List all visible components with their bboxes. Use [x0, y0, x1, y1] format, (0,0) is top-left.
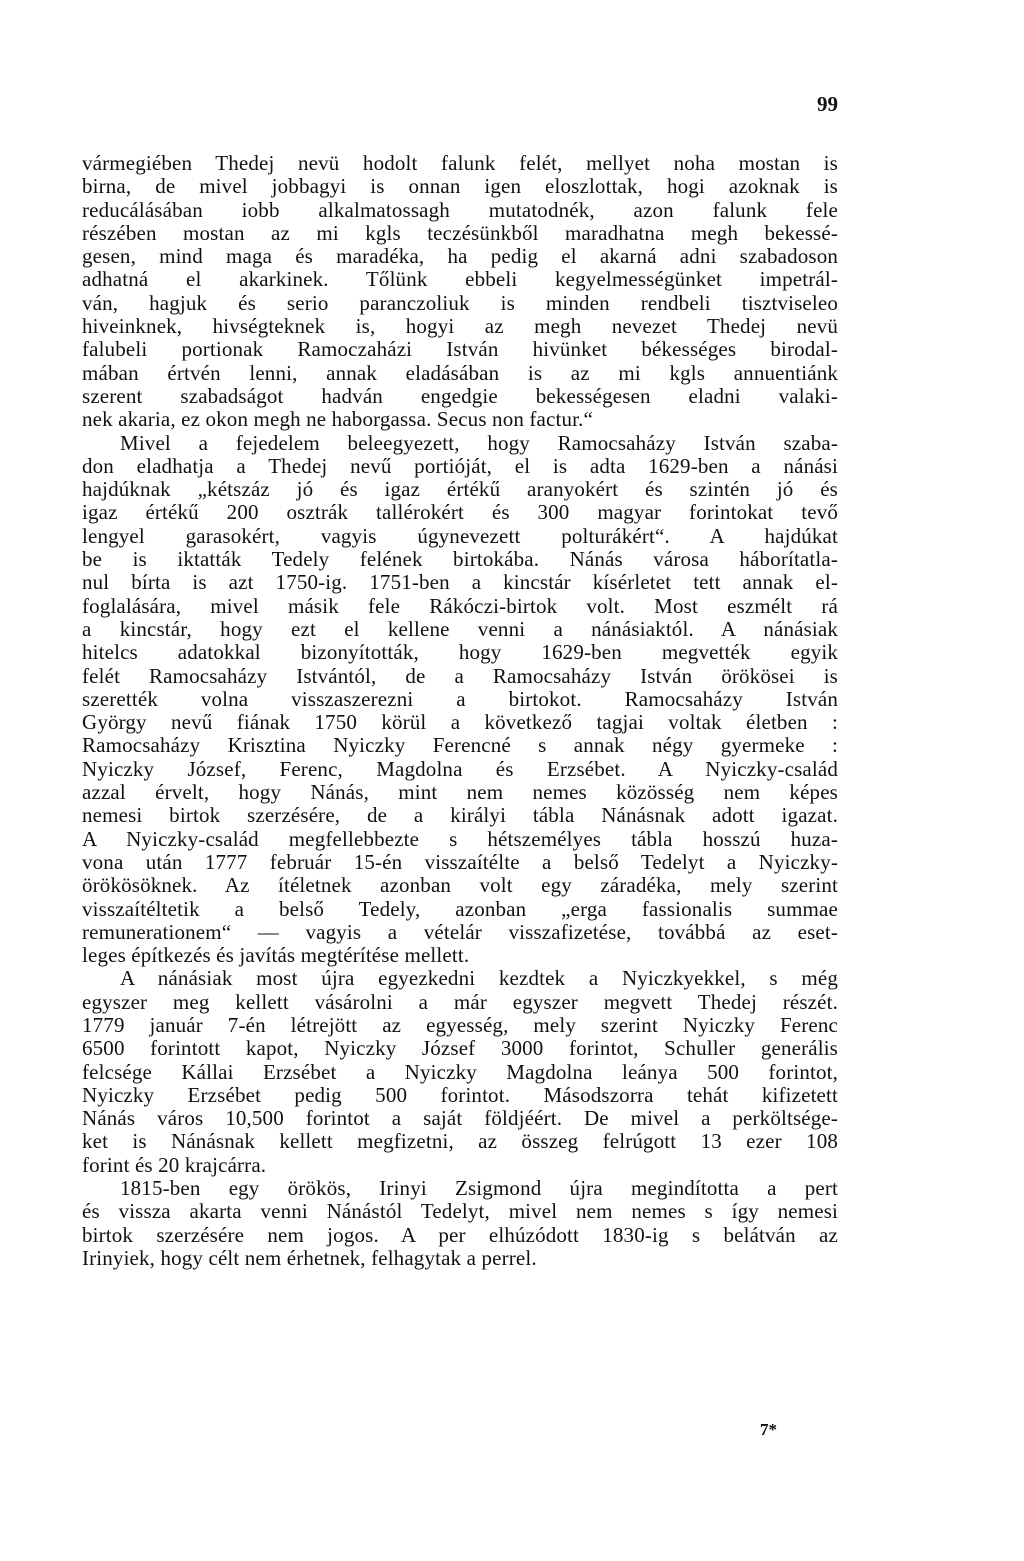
text-line: és vissza akarta venni Nánástól Tedelyt, mivel nem nemes s így nemesi — [82, 1199, 838, 1224]
text-line: visszaítéltetik a belső Tedely, azonban „erga fassionalis summae — [82, 896, 838, 921]
text-line: szerent szabadságot hadván engedgie bekességesen eladni valaki- — [82, 383, 838, 408]
text-line: 1779 január 7-én létrejött az egyesség, mely szerint Nyiczky Ferenc — [82, 1012, 838, 1037]
text-line: nul bírta is azt 1750-ig. 1751-ben a kincstár kísérletet tett annak el- — [82, 570, 838, 595]
text-line: reducálásában iobb alkalmatossagh mutatodnék, azon falunk fele — [82, 197, 838, 222]
body-text — [82, 152, 838, 1270]
text-line: azzal érvelt, hogy Nánás, mint nem nemes közösség nem képes — [82, 780, 838, 805]
text-line: felét Ramocsaházy Istvántól, de a Ramocsaházy István örökösei is — [82, 663, 838, 688]
text-line: örökösöknek. Az ítéletnek azonban volt egy záradéka, mely szerint — [82, 873, 838, 898]
text-line: lengyel garasokért, vagyis úgynevezett polturákért“. A hajdúkat — [82, 523, 838, 548]
text-line: A nánásiak most újra egyezkedni kezdtek a Nyiczkyekkel, s még — [120, 966, 838, 991]
text-line: falubeli portionak Ramoczaházi István hivünket békességes birodal- — [82, 337, 838, 362]
text-line: nemesi birtok szerzésére, de a királyi tábla Nánásnak adott igazat. — [82, 803, 838, 828]
text-line: a kincstár, hogy ezt el kellene venni a nánásiaktól. A nánásiak — [82, 616, 838, 641]
text-line: remunerationem“ — vagyis a vételár visszafizetése, továbbá az eset- — [82, 919, 838, 944]
text-line: Mivel a fejedelem beleegyezett, hogy Ramocsaházy István szaba- — [120, 430, 838, 455]
text-line: be is iktatták Tedely felének birtokába. Nánás városa háborítatla- — [82, 547, 838, 572]
text-line: Ramocsaházy Krisztina Nyiczky Ferencné s annak négy gyermeke : — [82, 733, 838, 758]
text-line: szerették volna visszaszerezni a birtokot. Ramocsaházy István — [82, 686, 838, 711]
text-line: ván, hagjuk és serio paranczoliuk is minden rendbeli tisztviseleo — [82, 290, 838, 315]
text-line: vármegiében Thedej nevü hodolt falunk felét, mellyet noha mostan is — [82, 151, 838, 175]
text-line: 6500 forintott kapot, Nyiczky József 3000 forintot, Schuller generális — [82, 1036, 838, 1061]
text-line: ket is Nánásnak kellett megfizetni, az összeg felrúgott 13 ezer 108 — [82, 1129, 838, 1154]
text-line: forint és 20 krajcárra. — [82, 1152, 267, 1177]
text-line: birtok szerzésére nem jogos. A per elhúzódott 1830-ig s belátván az — [82, 1222, 838, 1247]
text-line: hajdúknak „kétszáz jó és igaz értékű aranyokért és szintén jó és — [82, 477, 838, 502]
text-line: Nánás város 10,500 forintot a saját földjéért. De mivel a perköltsége- — [82, 1106, 838, 1131]
text-line: birna, de mivel jobbagyi is onnan igen eloszlottak, hogi azoknak is — [82, 174, 838, 199]
text-line: nek akaria, ez okon megh ne haborgassa. Secus non factur.“ — [82, 407, 593, 432]
text-line: leges építkezés és javítás megtérítése mellett. — [82, 943, 470, 968]
text-line: felcsége Kállai Erzsébet a Nyiczky Magdolna leánya 500 forintot, — [82, 1059, 838, 1084]
text-line: hitelcs adatokkal bizonyították, hogy 1629-ben megvették egyik — [82, 640, 838, 665]
text-line: mában értvén lenni, annak eladásában is az mi kgls annuentiánk — [82, 360, 838, 385]
page-number: 99 — [817, 92, 838, 116]
text-line: gesen, mind maga és maradéka, ha pedig el akarná adni szabadoson — [82, 244, 838, 269]
text-line: igaz értékű 200 osztrák tallérokért és 300 magyar forintokat tevő — [82, 500, 838, 525]
text-line: részében mostan az mi kgls teczésünkből maradhatna megh bekessé- — [82, 220, 838, 245]
signature-mark: 7* — [760, 1420, 777, 1439]
text-line: vona után 1777 február 15-én visszaítélte a belső Tedelyt a Nyiczky- — [82, 849, 838, 874]
text-line: foglalására, mivel másik fele Rákóczi-birtok volt. Most eszmélt rá — [82, 593, 838, 618]
text-line: A Nyiczky-család megfellebbezte s hétszemélyes tábla hosszú huza- — [82, 826, 838, 851]
text-line: hiveinknek, hivségteknek is, hogyi az megh nevezet Thedej nevü — [82, 314, 838, 339]
text-line: György nevű fiának 1750 körül a következő tagjai voltak életben : — [82, 710, 838, 735]
text-line: adhatná el akarkinek. Tőlünk ebbeli kegyelmességünket impetrál- — [82, 267, 838, 292]
text-line: Irinyiek, hogy célt nem érhetnek, felhagytak a perrel. — [82, 1245, 537, 1270]
text-line: egyszer meg kellett vásárolni a már egyszer megvett Thedej részét. — [82, 989, 838, 1014]
text-line: 1815-ben egy örökös, Irinyi Zsigmond újra megindította a pert — [120, 1176, 838, 1201]
text-line: Nyiczky Erzsébet pedig 500 forintot. Másodszorra tehát kifizetett — [82, 1082, 838, 1107]
text-line: don eladhatja a Thedej nevű portióját, el is adta 1629-ben a nánási — [82, 453, 838, 478]
text-line: Nyiczky József, Ferenc, Magdolna és Erzsébet. A Nyiczky-család — [82, 756, 838, 781]
